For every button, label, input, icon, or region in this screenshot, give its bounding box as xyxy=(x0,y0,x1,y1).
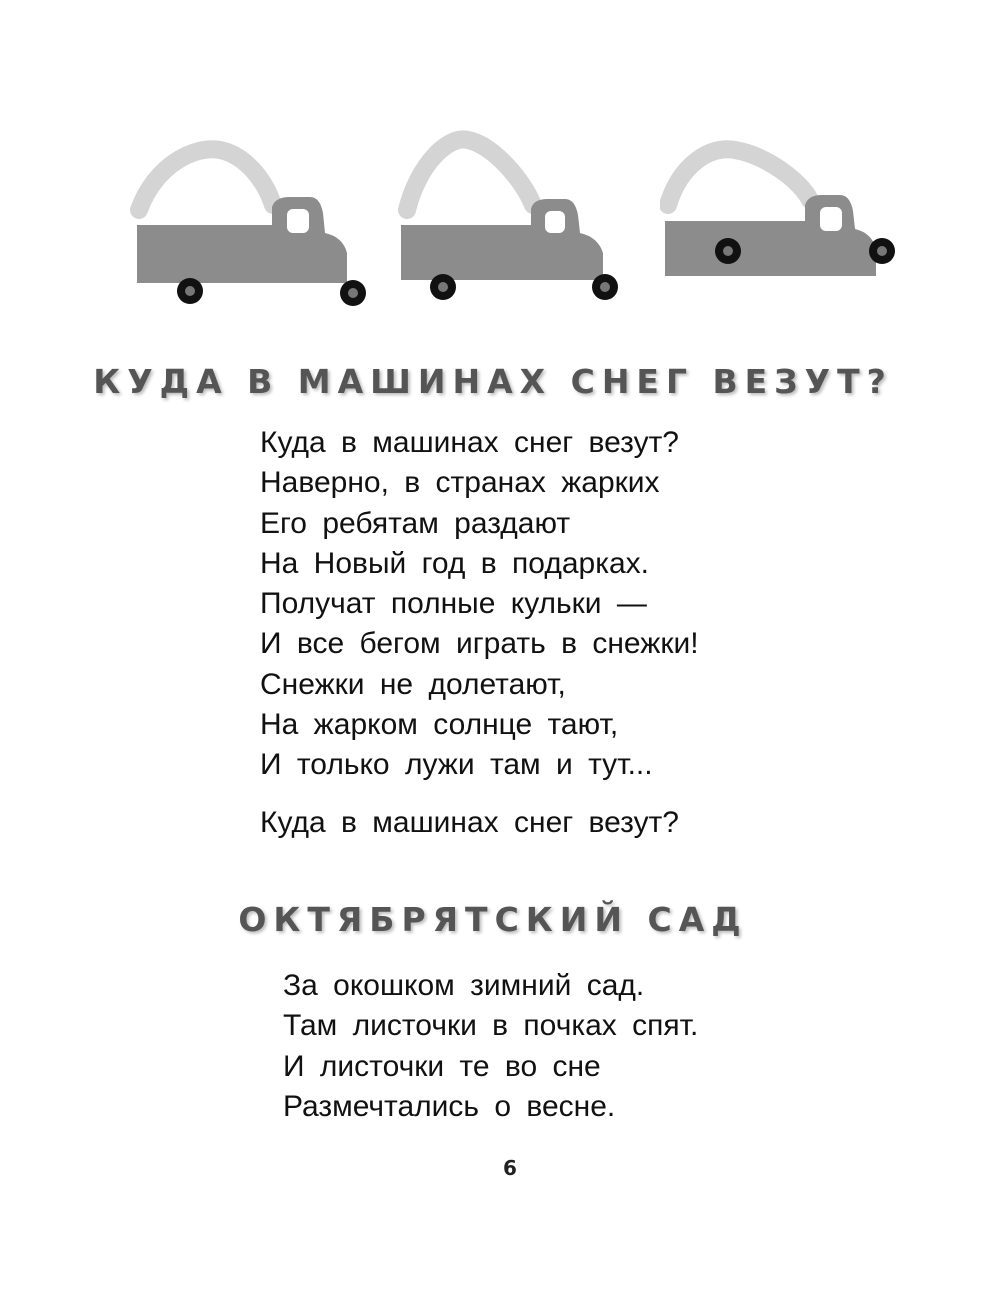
poem-line: Размечтались о весне. xyxy=(283,1089,616,1123)
poem-line: Наверно, в странах жарких xyxy=(260,466,660,500)
truck-illustration xyxy=(0,0,986,330)
poem-line: Получат полные кульки — xyxy=(260,587,647,621)
poem-line: Там листочки в почках спят. xyxy=(283,1009,699,1043)
truck-3-icon xyxy=(660,125,910,315)
poem-line: На Новый год в подарках. xyxy=(260,546,649,580)
truck-1-icon xyxy=(125,125,375,315)
poem-line: Его ребятам раздают xyxy=(260,506,571,540)
poem-line: За окошком зимний сад. xyxy=(283,969,645,1002)
poem-line: Куда в машинах снег везут? xyxy=(260,806,679,839)
poem1-stanza1 xyxy=(260,423,699,786)
poem-line: Снежки не долетают, xyxy=(260,667,566,701)
poem2-title: ОКТЯБРЯТСКИЙ САД xyxy=(238,900,748,939)
poem-line: И все бегом играть в снежки! xyxy=(260,627,699,661)
page-number: 6 xyxy=(503,1156,517,1180)
poem1-stanza2 xyxy=(260,803,679,843)
poem2-stanza1 xyxy=(283,966,698,1127)
poem-line: И листочки те во сне xyxy=(283,1049,601,1083)
poem1-title: КУДА В МАШИНАХ СНЕГ ВЕЗУТ? xyxy=(93,362,893,401)
truck-2-icon xyxy=(393,125,643,315)
poem-line: Куда в машинах снег везут? xyxy=(260,426,679,459)
poem-line: И только лужи там и тут... xyxy=(260,748,653,782)
poem-line: На жарком солнце тают, xyxy=(260,708,619,742)
